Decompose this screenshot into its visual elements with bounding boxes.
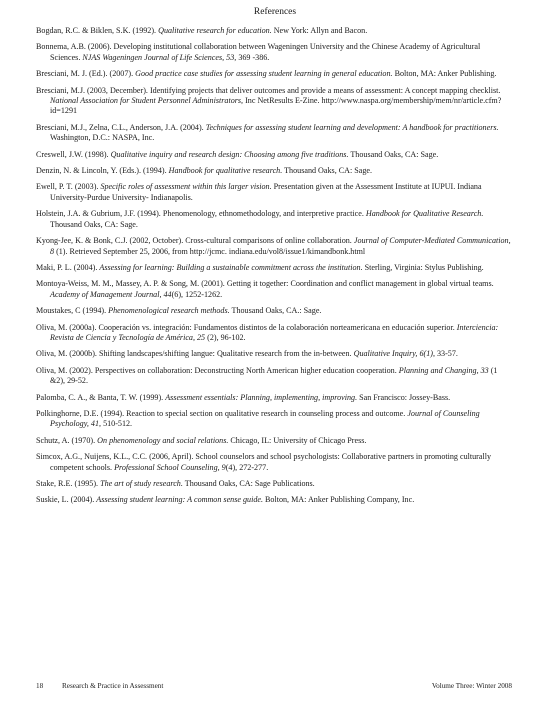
- reference-text: Thousand Oaks, CA: Sage.: [50, 219, 138, 229]
- reference-title: Assessing for learning: Building a sustainable commitment across the institution.: [99, 262, 363, 272]
- reference-text: New York: Allyn and Bacon.: [271, 26, 368, 35]
- reference-entry: [36, 86, 512, 117]
- reference-text: Bresciani, M.J. (2003, December). Identifying projects that deliver outcomes and provide a means of assessment: A concept mapping checklist.: [36, 85, 501, 95]
- reference-entry: [36, 366, 512, 387]
- reference-text: Thousand Oaks, CA: Sage.: [348, 149, 439, 159]
- reference-title: Qualitative research for education.: [158, 26, 272, 35]
- reference-text: Oliva, M. (2002). Perspectives on collaboration: Deconstructing North American higher education cooperation.: [36, 365, 399, 375]
- reference-text: Chicago, IL: University of Chicago Press.: [228, 435, 367, 445]
- reference-title: On phenomenology and social relations.: [97, 435, 229, 445]
- reference-entry: [36, 26, 512, 36]
- reference-title: Handbook for qualitative research.: [168, 166, 283, 176]
- reference-title: Journal of Computer-Mediated Communication, 8: [50, 236, 511, 256]
- reference-text: San Francisco: Jossey-Bass.: [357, 392, 451, 402]
- reference-entry: [36, 495, 512, 505]
- journal-name: Research & Practice in Assessment: [62, 682, 164, 690]
- reference-text: Moustakes, C (1994).: [36, 306, 109, 316]
- reference-text: Bresciani, M. J. (Ed.). (2007).: [36, 69, 136, 79]
- volume-label: Volume Three: Winter 2008: [431, 682, 512, 690]
- reference-entry: [36, 409, 512, 430]
- reference-entry: [36, 236, 512, 257]
- reference-text: , 369 -386.: [234, 52, 270, 62]
- reference-title: Interciencia: Revista de Ciencia y Tecnología de América, 25: [50, 322, 499, 342]
- reference-text: Palomba, C. A., & Banta, T. W. (1999).: [36, 392, 166, 402]
- reference-text: (1). Retrieved September 25, 2006, from http://jcmc. indiana.edu/vol8/issue1/kimandbonk.html: [54, 246, 366, 256]
- page-number: 18: [36, 682, 44, 690]
- reference-title: NJAS Wageningen Journal of Life Sciences, 53: [82, 52, 235, 62]
- reference-text: Schutz, A. (1970).: [36, 435, 98, 445]
- reference-text: Sterling, Virginia: Stylus Publishing.: [362, 262, 484, 272]
- reference-text: Bonnema, A.B. (2006). Developing institutional collaboration between Wageningen University and the Chinese Academy of Agricultural Sciences.: [36, 42, 481, 62]
- reference-title: Specific roles of assessment within this larger vision.: [100, 182, 272, 192]
- reference-entry: [36, 166, 512, 176]
- reference-title: Planning and Changing, 33: [398, 365, 489, 375]
- reference-title: Journal of Counseling Psychology, 41: [50, 408, 480, 429]
- reference-text: Suskie, L. (2004).: [36, 495, 97, 505]
- reference-entry: [36, 150, 512, 160]
- reference-entry: [36, 209, 512, 230]
- reference-title: Professional School Counseling, 9: [114, 462, 226, 472]
- reference-title: Assessment essentials: Planning, implementing, improving.: [165, 392, 358, 402]
- reference-title: Qualitative inquiry and research design: Choosing among five traditions.: [110, 149, 349, 159]
- reference-text: Montoya-Weiss, M. M., Massey, A. P. & Song, M. (2001). Getting it together: Coordination and conflict management in global virtual teams.: [36, 279, 494, 289]
- reference-text: (6), 1252-1262.: [171, 289, 223, 299]
- reference-text: (2), 96-102.: [205, 332, 246, 342]
- reference-title: Academy of Management Journal, 44: [50, 289, 172, 299]
- reference-title: The art of study research.: [100, 479, 183, 488]
- reference-text: Kyong-Jee, K. & Bonk, C.J. (2002, October). Cross-cultural comparisons of online collaboration.: [36, 236, 354, 246]
- reference-text: Thousand Oaks, CA.: Sage.: [229, 306, 322, 316]
- reference-entry: [36, 123, 512, 144]
- reference-text: Presentation given at the Assessment Institute at IUPUI. Indiana University-Purdue University- Indianapolis.: [50, 182, 482, 202]
- reference-text: Washington, D.C.: NASPA, Inc.: [50, 133, 155, 143]
- reference-entry: [36, 42, 512, 63]
- reference-text: Bogdan, R.C. & Biklen, S.K. (1992).: [36, 26, 159, 35]
- reference-title: Phenomenological research methods.: [108, 306, 230, 316]
- reference-title: National Association for Student Personnel Administrators,: [50, 96, 244, 106]
- reference-text: , 33-57.: [432, 349, 458, 359]
- reference-title: Techniques for assessing student learning and development: A handbook for practitioners.: [205, 122, 499, 132]
- reference-text: Simcox, A.G., Nuijens, K.L., C.C. (2006, April). School counselors and school psychologists: Collaborative partners in promoting culturally competent schools.: [36, 452, 492, 472]
- reference-entry: [36, 452, 512, 473]
- reference-text: Oliva, M. (2000a). Cooperación vs. integración: Fundamentos distintos de la colaboración norteamericana en educación superior.: [36, 322, 457, 332]
- reference-text: Bresciani, M.J., Zelna, C.L., Anderson, J.A. (2004).: [36, 122, 206, 132]
- reference-entry: [36, 279, 512, 300]
- reference-text: Maki, P. L. (2004).: [36, 262, 100, 272]
- reference-entry: [36, 263, 512, 273]
- reference-text: Inc NetResults E-Zine. http://www.naspa.org/membership/mem/nr/article.cfm?id=1291: [50, 96, 502, 116]
- reference-text: , 510-512.: [99, 419, 133, 429]
- reference-title: Assessing student learning: A common sense guide.: [96, 495, 263, 505]
- reference-text: Denzin, N. & Lincoln, Y. (Eds.). (1994).: [36, 166, 169, 176]
- reference-text: Thousand Oaks, CA: Sage.: [282, 166, 373, 176]
- page-footer: [36, 682, 512, 690]
- reference-text: Ewell, P. T. (2003).: [36, 182, 101, 192]
- reference-entry: [36, 69, 512, 79]
- reference-text: Creswell, J.W. (1998).: [36, 149, 111, 159]
- reference-text: Bolton, MA: Anker Publishing.: [392, 69, 497, 79]
- reference-entry: [36, 182, 512, 203]
- reference-entry: [36, 306, 512, 316]
- reference-entry: [36, 349, 512, 359]
- reference-text: (4), 272-277.: [225, 462, 269, 472]
- reference-text: Holstein, J.A. & Gubrium, J.F. (1994). Phenomenology, ethnomethodology, and interpretive practice.: [36, 209, 366, 219]
- reference-text: Bolton, MA: Anker Publishing Company, Inc.: [262, 495, 415, 505]
- reference-title: Qualitative Inquiry, 6(1): [353, 349, 433, 359]
- reference-text: Stake, R.E. (1995).: [36, 479, 101, 488]
- reference-text: Polkinghorne, D.E. (1994). Reaction to special section on qualitative research in counseling process and outcome.: [36, 408, 408, 418]
- reference-entry: [36, 436, 512, 446]
- reference-entry: [36, 479, 512, 489]
- reference-list: [36, 26, 512, 512]
- page-title: References: [253, 7, 297, 17]
- reference-text: Thousand Oaks, CA: Sage Publications.: [182, 479, 315, 488]
- reference-title: Good practice case studies for assessing student learning in general education.: [135, 69, 393, 79]
- reference-entry: [36, 323, 512, 344]
- reference-text: (1 &2), 29-52.: [50, 365, 498, 386]
- reference-title: Handbook for Qualitative Research.: [365, 209, 484, 219]
- reference-text: Oliva, M. (2000b). Shifting landscapes/shifting langue: Qualitative research from the in-between.: [36, 349, 354, 359]
- reference-entry: [36, 393, 512, 403]
